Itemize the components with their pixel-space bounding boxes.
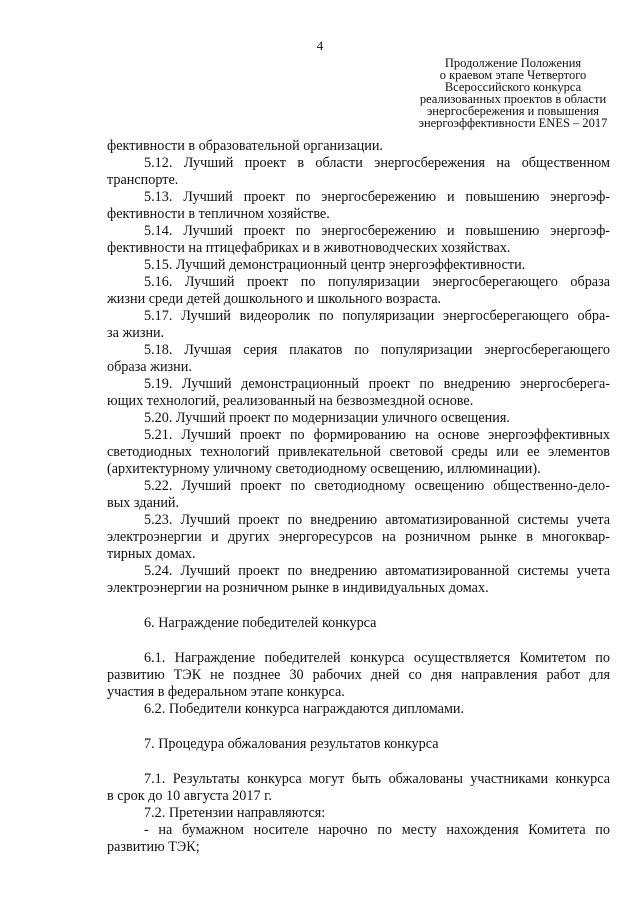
text-line: 5.23. Лучший проект по внедрению автоматизированной системы учета (144, 512, 610, 528)
text-line: 5.13. Лучший проект по энергосбережению и повышению энергоэф- (144, 189, 610, 205)
section-gap (107, 753, 610, 771)
text-line: (архитектурному уличному светодиодному освещению, иллюминации). (107, 461, 541, 477)
document-header (393, 57, 633, 129)
text-line: 6.2. Победители конкурса награждаются дипломами. (144, 701, 465, 717)
section-heading: 7. Процедура обжалования результатов конкурса (144, 736, 439, 752)
text-line: жизни среди детей дошкольного и школьного возраста. (107, 291, 442, 307)
page-number: 4 (316, 38, 324, 53)
header-line: энергоэффективности ENES – 2017 (418, 116, 608, 130)
text-line: ющих технологий, реализованный на безвозмездной основе. (107, 393, 474, 409)
text-line: 5.22. Лучший проект по светодиодному освещению общественно-дело- (144, 478, 610, 494)
text-line: 5.16. Лучший проект по популяризации энергосберегающего образа (144, 274, 610, 290)
header-line: Всероссийского конкурса (444, 80, 582, 94)
text-line: в срок до 10 августа 2017 г. (107, 788, 272, 804)
header-line: реализованных проектов в области (419, 92, 607, 106)
header-line: энергосбережения и повышения (426, 104, 600, 118)
text-line: транспорте. (107, 172, 179, 188)
section-gap (107, 718, 610, 736)
text-line: 5.24. Лучший проект по внедрению автоматизированной системы учета (144, 563, 610, 579)
text-line: образа жизни. (107, 359, 192, 375)
text-line: 5.12. Лучший проект в области энергосбережения на общественном (144, 155, 610, 171)
text-line: 7.1. Результаты конкурса могут быть обжалованы участниками конкурса (144, 771, 610, 787)
text-line: 5.15. Лучший демонстрационный центр энергоэффективности. (144, 257, 526, 273)
text-line: фективности на птицефабриках и в животноводческих хозяйствах. (107, 240, 511, 256)
text-line: 5.18. Лучшая серия плакатов по популяризации энергосберегающего (144, 342, 610, 358)
section-gap (107, 597, 610, 615)
text-line: тирных домах. (107, 546, 196, 562)
text-line: - на бумажном носителе нарочно по месту нахождения Комитета по (144, 822, 610, 838)
header-line: о краевом этапе Четвертого (439, 68, 587, 82)
text-line: фективности в образовательной организации. (107, 138, 383, 154)
section-heading: 6. Награждение победителей конкурса (144, 615, 377, 631)
text-line: светодиодных технологий привлекательной световой среды или ее элементов (107, 444, 610, 460)
text-line: участия в федеральном этапе конкурса. (107, 684, 345, 700)
section-gap (107, 632, 610, 650)
text-line: фективности в тепличном хозяйстве. (107, 206, 330, 222)
header-line: Продолжение Положения (444, 56, 582, 70)
text-line: 6.1. Награждение победителей конкурса осуществляется Комитетом по (144, 650, 610, 666)
text-line: электроэнергии на розничном рынке в индивидуальных домах. (107, 580, 489, 596)
text-line: 7.2. Претензии направляются: (144, 805, 326, 821)
text-line: развитию ТЭК; (107, 839, 200, 855)
text-line: 5.21. Лучший проект по формированию на основе энергоэффективных (144, 427, 610, 443)
text-line: 5.17. Лучший видеоролик по популяризации энергосберегающего обра- (144, 308, 610, 324)
text-line: вых зданий. (107, 495, 180, 511)
text-line: развитию ТЭК не позднее 30 рабочих дней со дня направления работ для (107, 667, 610, 683)
text-line: 5.14. Лучший проект по энергосбережению и повышению энергоэф- (144, 223, 610, 239)
text-line: 5.19. Лучший демонстрационный проект по внедрению энергосберега- (144, 376, 610, 392)
text-line: электроэнергии и других энергоресурсов на розничном рынке в многоквар- (107, 529, 610, 545)
text-line: за жизни. (107, 325, 165, 341)
document-body (107, 138, 610, 856)
text-line: 5.20. Лучший проект по модернизации уличного освещения. (144, 410, 510, 426)
